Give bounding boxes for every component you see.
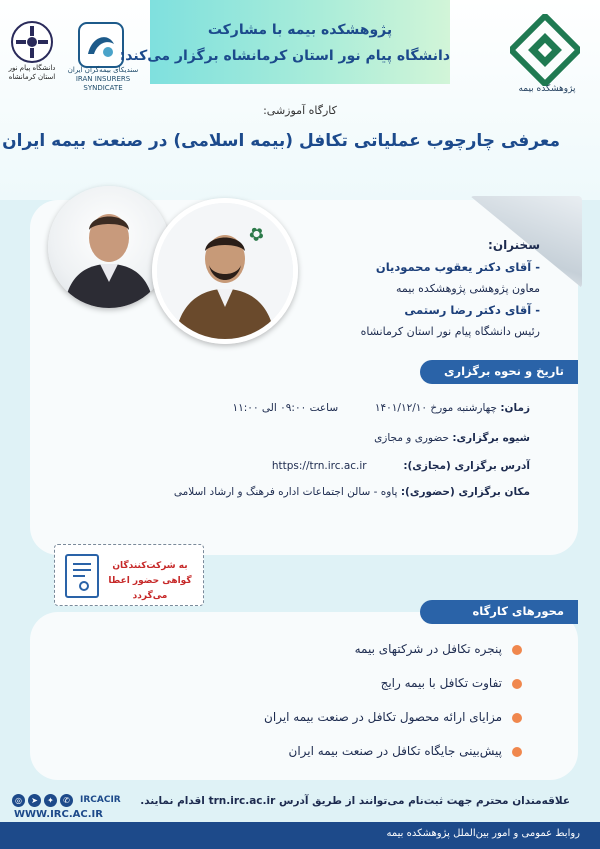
website-link[interactable]: WWW.IRC.AC.IR xyxy=(14,809,103,820)
social-icons xyxy=(12,794,73,807)
info-time: زمان: چهارشنبه مورخ ۱۴۰۱/۱۲/۱۰ ساعت ۰۹:۰۰ الی ۱۱:۰۰ xyxy=(232,402,530,414)
speaker-photo-2 xyxy=(152,198,298,344)
speakers-section xyxy=(290,238,540,338)
bullet-icon xyxy=(512,747,522,757)
speaker-1-name: - آقای دکتر یعقوب محمودیان xyxy=(375,260,540,274)
speakers-label: سخنران: xyxy=(488,238,540,252)
topic-item: مزایای ارائه محصول تکافل در صنعت بیمه ایران xyxy=(102,710,522,724)
insurance-institute-logo xyxy=(510,14,580,86)
topics-tab: محورهای کارگاه xyxy=(420,600,578,624)
virtual-address-link[interactable]: https://trn.irc.ac.ir xyxy=(271,460,367,472)
schedule-tab: تاریخ و نحوه برگزاری xyxy=(420,360,578,384)
registration-note: علاقه‌مندان محترم جهت ثبت‌نام می‌توانند از طریق آدرس trn.irc.ac.ir اقدام نمایند. xyxy=(140,795,570,807)
bullet-icon xyxy=(512,713,522,723)
footer-bar xyxy=(0,822,600,849)
topic-item: تفاوت تکافل با بیمه رایج xyxy=(102,676,522,690)
insurance-institute-caption: پژوهشکده بیمه xyxy=(518,84,576,94)
speaker-2-name: - آقای دکتر رضا رستمی xyxy=(404,303,540,317)
certificate-box xyxy=(54,544,204,606)
header-line-2: دانشگاه پیام نور استان کرمانشاه برگزار می‌کند: xyxy=(119,48,450,64)
speaker-2-role: رئیس دانشگاه پیام نور استان کرمانشاه xyxy=(360,325,540,338)
topic-item: پنجره تکافل در شرکتهای بیمه xyxy=(102,642,522,656)
certificate-icon xyxy=(65,554,99,598)
event-type: کارگاه آموزشی: xyxy=(263,104,337,117)
event-title: معرفی چارچوب عملیاتی تکافل (بیمه اسلامی) در صنعت بیمه ایران xyxy=(2,131,560,151)
whatsapp-icon[interactable]: ✆ xyxy=(60,794,73,807)
payame-noor-caption: دانشگاه پیام نور استان کرمانشاه xyxy=(8,64,56,81)
svg-text:✿: ✿ xyxy=(245,221,269,248)
insurers-syndicate-caption: سندیکای بیمه‌گران ایران IRAN INSURERS SYNDICATE xyxy=(67,66,139,92)
insurers-syndicate-logo xyxy=(78,22,124,68)
header-line-1: پژوهشکده بیمه با مشارکت xyxy=(207,22,393,38)
footer-text: روابط عمومی و امور بین‌الملل پژوهشکده بیمه xyxy=(386,828,580,839)
header-strip xyxy=(119,0,450,84)
social-handle: IRCACIR xyxy=(80,795,121,805)
info-mode: شیوه برگزاری: حضوری و مجازی xyxy=(374,432,530,444)
speaker-photo-1 xyxy=(48,186,170,308)
bullet-icon xyxy=(512,679,522,689)
bullet-icon xyxy=(512,645,522,655)
certificate-text: به شرکت‌کنندگان گواهی حضور اعطا می‌گردد xyxy=(108,561,192,601)
info-venue: مکان برگزاری (حضوری): پاوه - سالن اجتماعات اداره فرهنگ و ارشاد اسلامی xyxy=(173,486,530,498)
telegram-icon[interactable]: ➤ xyxy=(28,794,41,807)
info-virtual-address: آدرس برگزاری (مجازی): https://trn.irc.ac.ir xyxy=(271,460,530,472)
speaker-1-role: معاون پژوهشی پژوهشکده بیمه xyxy=(396,282,540,295)
payame-noor-logo xyxy=(10,20,54,64)
topic-item: پیش‌بینی جایگاه تکافل در صنعت بیمه ایران xyxy=(102,744,522,758)
instagram-icon[interactable]: ◎ xyxy=(12,794,25,807)
twitter-icon[interactable]: ✦ xyxy=(44,794,57,807)
